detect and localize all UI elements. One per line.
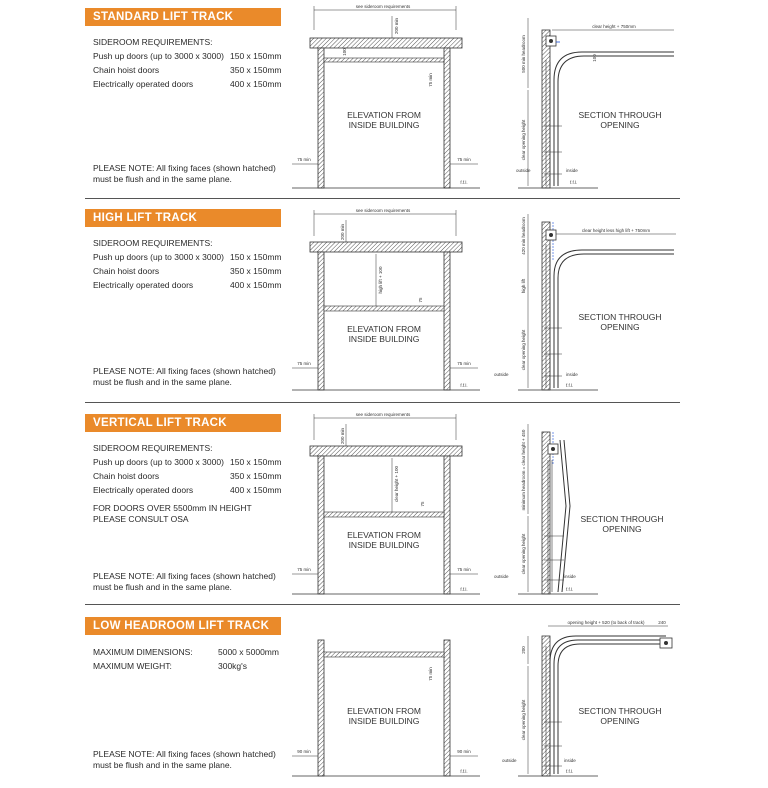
note-line: PLEASE NOTE: All fixing faces (shown hatched): [93, 749, 276, 759]
section-mid-dim: high lift: [521, 278, 526, 294]
requirement-value: 400 x 150mm: [230, 485, 282, 495]
requirement-value: 350 x 150mm: [230, 65, 282, 75]
requirement-label: Push up doors (up to 3000 x 3000): [93, 51, 224, 61]
section-top-dim: clear height less high lift + 750mm: [581, 228, 651, 233]
section-top-dim: opening height + 520 (to back of track): [567, 620, 645, 625]
note: [93, 571, 293, 593]
section-height-dim: clear opening height: [521, 699, 526, 741]
elevation-mid-dim: high lift + 100: [378, 266, 383, 294]
elevation-side-dim-left: 75 min: [297, 567, 311, 572]
max-weight-value: 300kg's: [218, 661, 248, 671]
requirement-value: 400 x 150mm: [230, 79, 282, 89]
elevation-side-dim-right: 90 min: [457, 749, 471, 754]
requirement-label: Electrically operated doors: [93, 79, 194, 89]
low-headroom-section: [0, 606, 768, 788]
elevation-label-line2: INSIDE BUILDING: [348, 716, 420, 726]
requirement-value: 150 x 150mm: [230, 457, 282, 467]
section-ffl: f.f.l.: [566, 587, 574, 592]
section-inside: inside: [564, 574, 576, 579]
section-label-line2: OPENING: [600, 322, 640, 332]
max-weight-label: MAXIMUM WEIGHT:: [93, 661, 172, 671]
extra-line: FOR DOORS OVER 5500mm IN HEIGHT: [93, 503, 252, 513]
section-drawing: [502, 606, 680, 788]
section-inside: inside: [564, 758, 576, 763]
section-head-dim: minimum headroom = clear height + 450: [521, 429, 526, 511]
section-height-dim: clear opening height: [521, 119, 526, 161]
elevation-drawing: [288, 0, 488, 200]
standard-lift-section: [0, 0, 768, 200]
elevation-label-line1: ELEVATION FROM: [347, 530, 421, 540]
divider: [85, 604, 680, 605]
requirement-label: Chain hoist doors: [93, 266, 160, 276]
elevation-side-dim-right: 75 min: [457, 157, 471, 162]
elevation-ffl: f.f.l.: [460, 769, 468, 774]
section-outside: outside: [502, 758, 517, 763]
elevation-small-dim: 100: [342, 48, 347, 56]
elevation-top-dim: see sideroom requirements: [355, 208, 411, 213]
note-line: PLEASE NOTE: All fixing faces (shown hatched): [93, 571, 276, 581]
section-side-small: 100: [592, 54, 597, 62]
requirement-value: 150 x 150mm: [230, 252, 282, 262]
section-top-dim: clear height + 750mm: [592, 24, 636, 29]
elevation-side-dim-left: 75 min: [297, 157, 311, 162]
note-line: PLEASE NOTE: All fixing faces (shown hatched): [93, 366, 276, 376]
elevation-inner-dim: 75: [418, 297, 423, 303]
elevation-top-dim: see sideroom requirements: [355, 412, 411, 417]
section-ffl: f.f.l.: [566, 383, 574, 388]
requirement-label: Chain hoist doors: [93, 65, 160, 75]
section-head-dim: 420 min headroom: [521, 217, 526, 255]
vertical-lift-section: [0, 404, 768, 606]
elevation-label-line1: ELEVATION FROM: [347, 324, 421, 334]
elevation-inner-dim: 75 min: [428, 73, 433, 87]
section-label-line2: OPENING: [600, 120, 640, 130]
requirements-title: SIDEROOM REQUIREMENTS:: [93, 37, 213, 47]
section-outside: outside: [494, 372, 509, 377]
section-height-dim: clear opening height: [521, 533, 526, 575]
section-label-line2: OPENING: [602, 524, 642, 534]
section-head-dim: 200: [521, 646, 526, 654]
note-line: PLEASE NOTE: All fixing faces (shown hatched): [93, 163, 276, 173]
note-line: must be flush and in the same plane.: [93, 174, 232, 184]
elevation-drawing: [288, 404, 488, 606]
section-drawing: [494, 200, 680, 404]
elevation-side-dim-right: 75 min: [457, 567, 471, 572]
requirement-value: 400 x 150mm: [230, 280, 282, 290]
elevation-label-line1: ELEVATION FROM: [347, 706, 421, 716]
elevation-ffl: f.f.l.: [460, 587, 468, 592]
section-ffl: f.f.l.: [570, 180, 578, 185]
requirement-label: Push up doors (up to 3000 x 3000): [93, 457, 224, 467]
section-header: STANDARD LIFT TRACK: [85, 8, 281, 26]
elevation-inner-dim: 75: [420, 501, 425, 507]
elevation-head-dim: 200 min: [394, 17, 399, 35]
section-outside: outside: [494, 574, 509, 579]
note-line: must be flush and in the same plane.: [93, 760, 232, 770]
section-inside: inside: [566, 168, 578, 173]
elevation-ffl: f.f.l.: [460, 383, 468, 388]
note: [93, 749, 293, 771]
elevation-ffl: f.f.l.: [460, 180, 468, 185]
requirement-value: 350 x 150mm: [230, 471, 282, 481]
section-head-dim: 500 min headroom: [521, 35, 526, 73]
note-line: must be flush and in the same plane.: [93, 377, 232, 387]
requirement-value: 150 x 150mm: [230, 51, 282, 61]
note: [93, 163, 293, 185]
requirement-label: Electrically operated doors: [93, 485, 194, 495]
section-outside: outside: [516, 168, 531, 173]
elevation-top-dim: see sideroom requirements: [355, 4, 411, 9]
section-ffl: f.f.l.: [566, 769, 574, 774]
note: [93, 366, 293, 388]
requirements-title: SIDEROOM REQUIREMENTS:: [93, 443, 213, 453]
requirement-value: 350 x 150mm: [230, 266, 282, 276]
section-label-line1: SECTION THROUGH: [578, 312, 662, 322]
max-dims-label: MAXIMUM DIMENSIONS:: [93, 647, 193, 657]
divider: [85, 198, 680, 199]
elevation-side-dim-right: 75 min: [457, 361, 471, 366]
requirement-label: Chain hoist doors: [93, 471, 160, 481]
note-line: must be flush and in the same plane.: [93, 582, 232, 592]
high-lift-section: [0, 200, 768, 404]
elevation-label-line2: INSIDE BUILDING: [348, 540, 420, 550]
elevation-mid-dim: clear height + 100: [394, 466, 399, 502]
section-header: HIGH LIFT TRACK: [85, 209, 281, 227]
elevation-drawing: [288, 200, 488, 404]
section-drawing: [508, 0, 680, 200]
elevation-label-line1: ELEVATION FROM: [347, 110, 421, 120]
extra-line: PLEASE CONSULT OSA: [93, 514, 189, 524]
elevation-side-dim-left: 75 min: [297, 361, 311, 366]
extra-note: [93, 503, 252, 525]
requirement-label: Push up doors (up to 3000 x 3000): [93, 252, 224, 262]
elevation-label-line2: INSIDE BUILDING: [348, 334, 420, 344]
elevation-head-dim: 200 min: [340, 427, 345, 445]
elevation-label-line2: INSIDE BUILDING: [348, 120, 420, 130]
section-header: VERTICAL LIFT TRACK: [85, 414, 281, 432]
section-height-dim: clear opening height: [521, 329, 526, 371]
section-top-small: 240: [658, 620, 666, 625]
section-drawing: [494, 404, 680, 606]
section-label-line1: SECTION THROUGH: [580, 514, 664, 524]
elevation-drawing: [288, 606, 488, 788]
section-label-line2: OPENING: [600, 716, 640, 726]
divider: [85, 402, 680, 403]
elevation-side-dim-left: 90 min: [297, 749, 311, 754]
requirement-label: Electrically operated doors: [93, 280, 194, 290]
requirements-title: SIDEROOM REQUIREMENTS:: [93, 238, 213, 248]
elevation-inner-dim: 75 min: [428, 667, 433, 681]
section-inside: inside: [566, 372, 578, 377]
elevation-head-dim: 200 min: [340, 223, 345, 241]
section-label-line1: SECTION THROUGH: [578, 706, 662, 716]
max-dims-value: 5000 x 5000mm: [218, 647, 279, 657]
section-header: LOW HEADROOM LIFT TRACK: [85, 617, 281, 635]
section-label-line1: SECTION THROUGH: [578, 110, 662, 120]
